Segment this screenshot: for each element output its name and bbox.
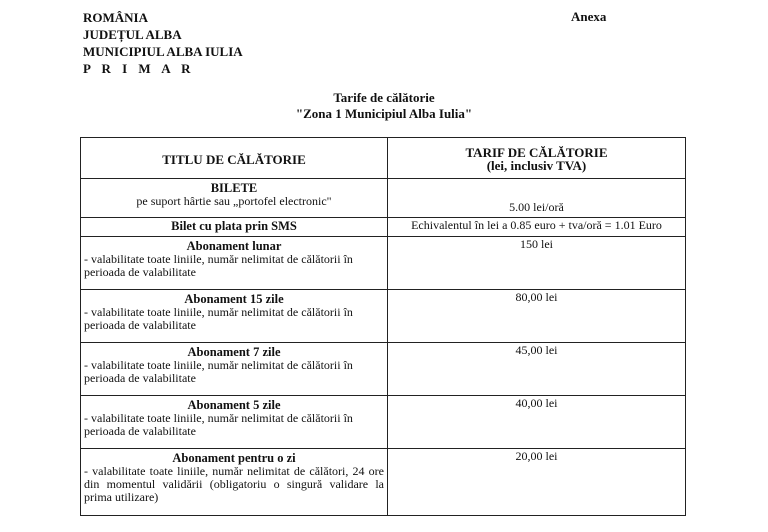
fare-cell: 5.00 lei/oră	[388, 179, 686, 218]
ticket-description: - valabilitate toate liniile, număr nelimitat de călătorii în perioada de valabilitate	[84, 305, 353, 332]
issuer-block	[83, 9, 243, 77]
col-fare-header	[388, 138, 686, 179]
annex-label: Anexa	[571, 9, 607, 24]
ticket-type-cell	[81, 237, 388, 290]
ticket-name: Abonament lunar	[186, 239, 282, 253]
ticket-type-cell	[81, 290, 388, 343]
ticket-type-cell	[81, 449, 388, 516]
ticket-type-cell	[81, 396, 388, 449]
ticket-description: - valabilitate toate liniile, număr nelimitat de călători, 24 ore din momentul validării (obligatoriu o singură validare la prima utilizare)	[84, 464, 384, 504]
issuer-county: JUDEȚUL ALBA	[83, 27, 182, 42]
col-fare-header-label: TARIF DE CĂLĂTORIE	[465, 145, 608, 160]
ticket-name: Abonament 7 zile	[187, 345, 281, 359]
fare-cell: 45,00 lei	[388, 343, 686, 396]
table-row	[81, 449, 686, 516]
fare-cell: 20,00 lei	[388, 449, 686, 516]
ticket-type-cell	[81, 218, 388, 237]
ticket-description: - valabilitate toate liniile, număr nelimitat de călătorii în perioada de valabilitate	[84, 358, 353, 385]
fare-cell: Echivalentul în lei a 0.85 euro + tva/oră = 1.01 Euro	[388, 218, 686, 237]
fare-cell: 80,00 lei	[388, 290, 686, 343]
fare-table	[80, 137, 686, 516]
col-fare-header-note: (lei, inclusiv TVA)	[486, 158, 587, 173]
issuer-municipality: MUNICIPIUL ALBA IULIA	[83, 44, 243, 59]
ticket-description: - valabilitate toate liniile, număr nelimitat de călătorii în perioada de valabilitate	[84, 411, 353, 438]
col-ticket-type-header	[81, 138, 388, 179]
table-row	[81, 396, 686, 449]
ticket-name: Abonament 5 zile	[187, 398, 281, 412]
table-row	[81, 343, 686, 396]
fare-cell: 40,00 lei	[388, 396, 686, 449]
issuer-country: ROMÂNIA	[83, 10, 148, 25]
ticket-name: Abonament 15 zile	[184, 292, 284, 306]
fare-cell: 150 lei	[388, 237, 686, 290]
ticket-type-cell	[81, 179, 388, 218]
table-row	[81, 237, 686, 290]
ticket-name: BILETE	[210, 181, 258, 195]
table-row	[81, 290, 686, 343]
document-title: Tarife de călătorie	[333, 90, 435, 105]
table-row	[81, 179, 686, 218]
col-ticket-type-header-label: TITLU DE CĂLĂTORIE	[162, 151, 306, 167]
document-subtitle: "Zona 1 Municipiul Alba Iulia"	[295, 106, 473, 121]
table-header-row	[81, 138, 686, 179]
table-row	[81, 218, 686, 237]
ticket-description: pe suport hârtie sau „portofel electronic"	[136, 194, 332, 208]
issuer-office: P R I M A R	[83, 61, 195, 76]
ticket-name: Bilet cu plata prin SMS	[171, 219, 297, 233]
ticket-type-cell	[81, 343, 388, 396]
ticket-name: Abonament pentru o zi	[172, 451, 296, 465]
ticket-description: - valabilitate toate liniile, număr nelimitat de călătorii în perioada de valabilitate	[84, 252, 353, 279]
